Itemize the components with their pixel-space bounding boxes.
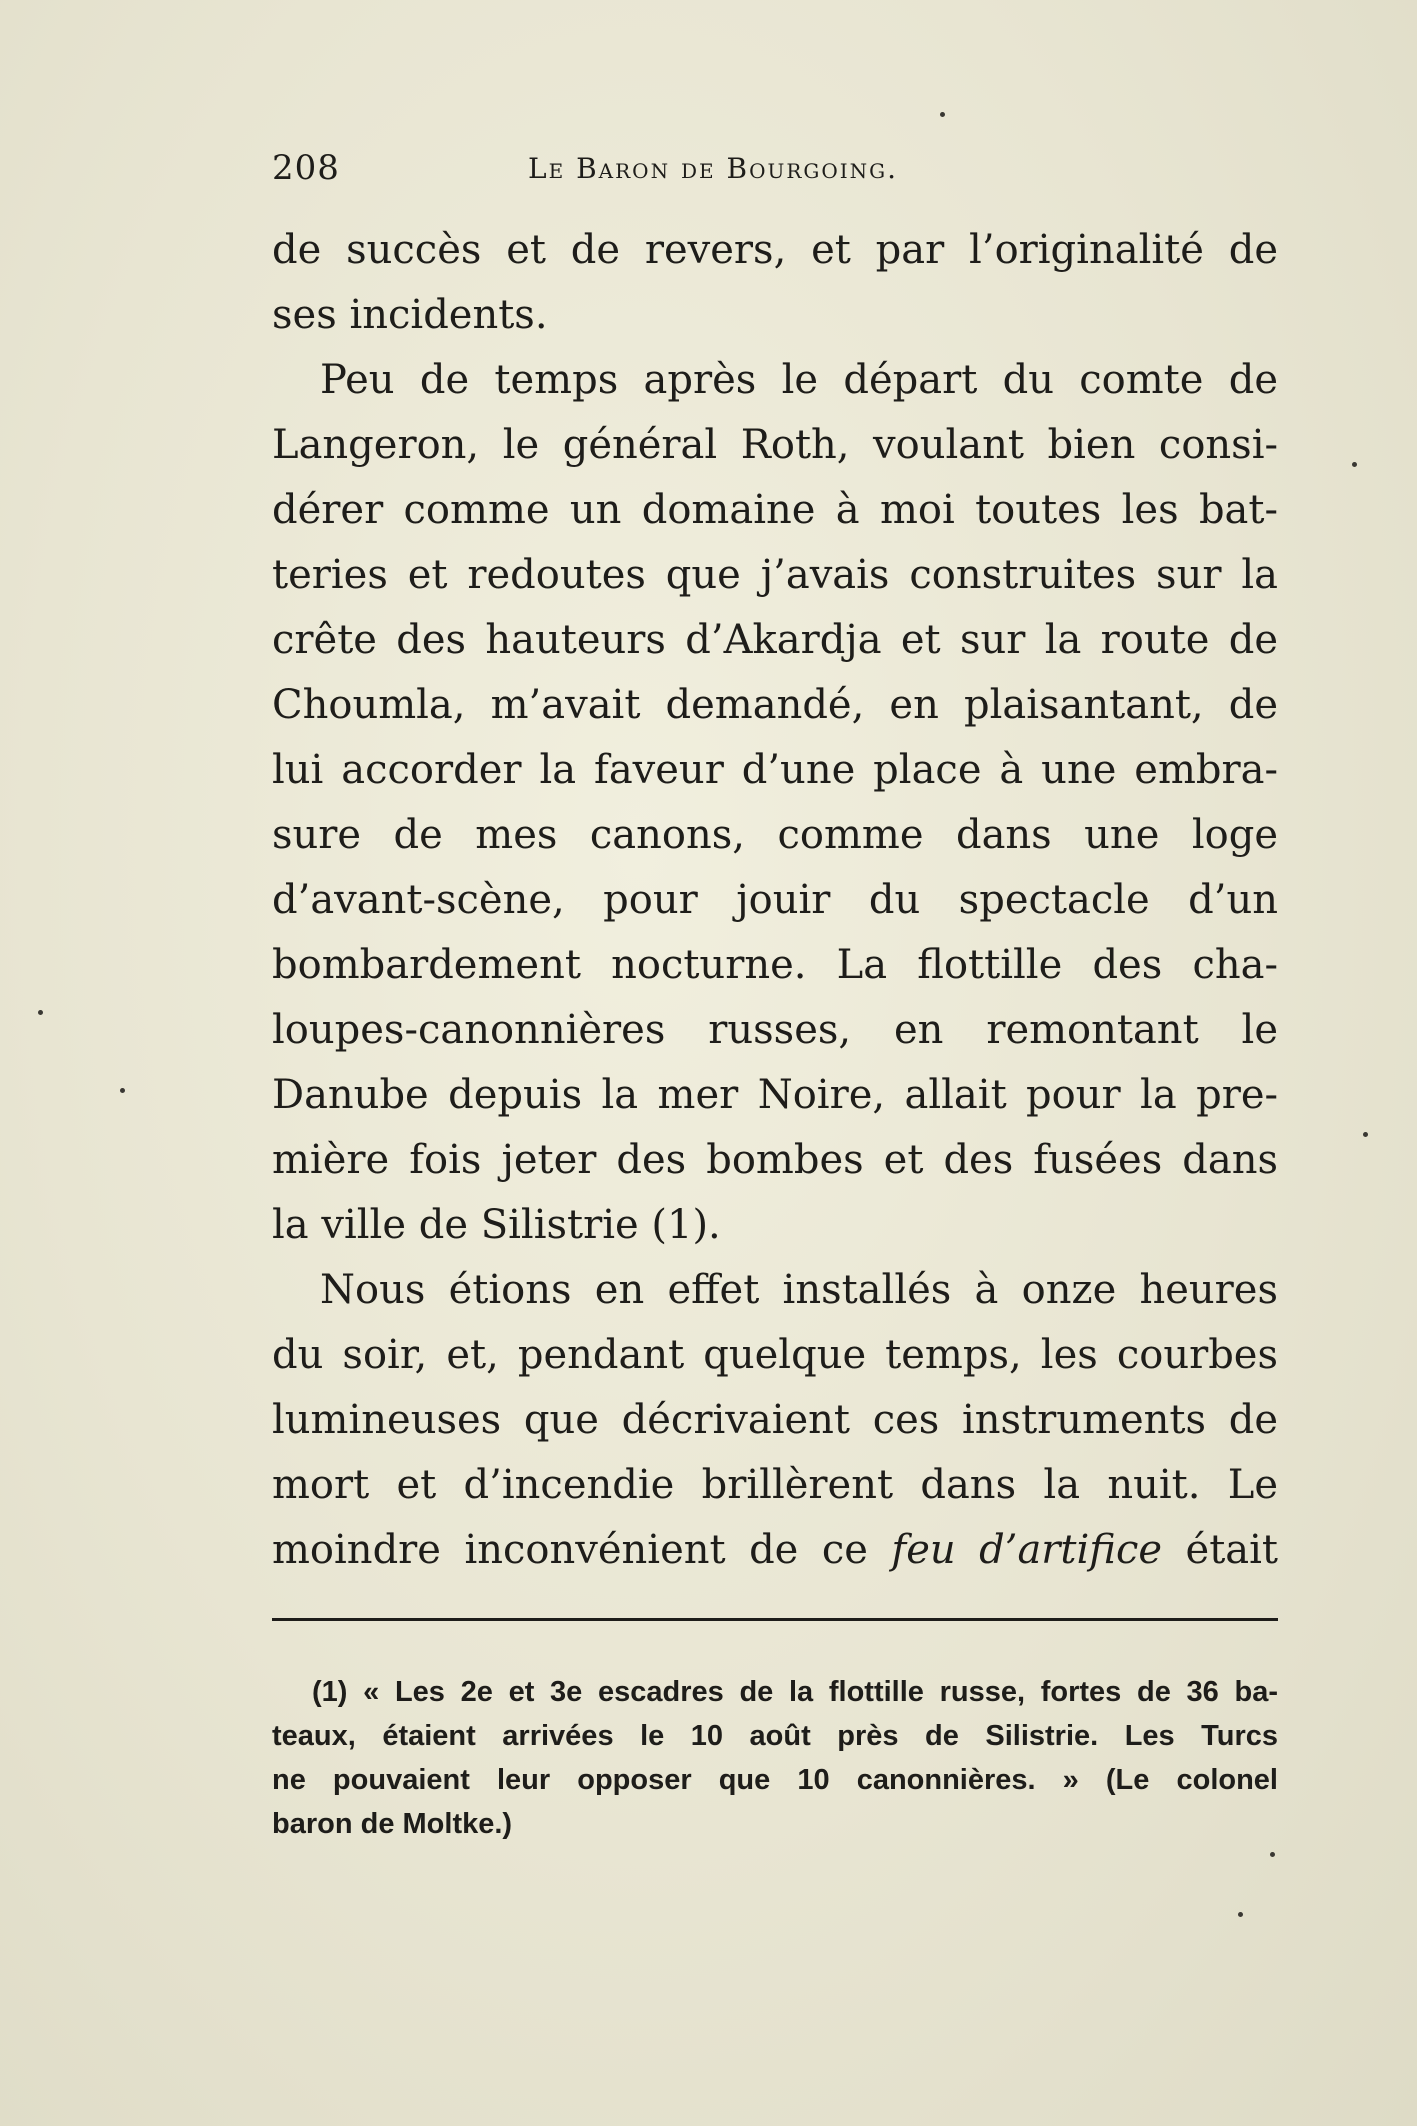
text-segment: moindre inconvénient de ce <box>272 1527 892 1573</box>
text-line <box>272 1518 1278 1583</box>
paper-speck <box>1363 1132 1368 1137</box>
footnote-line: teaux, étaient arrivées le 10 août près de Silistrie. Les Turcs <box>272 1720 1278 1752</box>
text-line: ses incidents. <box>272 292 548 338</box>
running-title: Le Baron de Bourgoing. <box>528 152 899 185</box>
text-line: Choumla, m’avait demandé, en plaisantant, de <box>272 682 1278 728</box>
text-line: crête des hauteurs d’Akardja et sur la route de <box>272 617 1278 663</box>
text-line: d’avant-scène, pour jouir du spectacle d’un <box>272 877 1278 923</box>
footnote <box>272 1670 1278 1846</box>
italic-phrase: feu d’artifice <box>891 1527 1163 1573</box>
paper-speck <box>1270 1852 1275 1857</box>
footnote-line: (1) « Les 2e et 3e escadres de la flottille russe, fortes de 36 ba- <box>312 1676 1278 1708</box>
text-line: mort et d’incendie brillèrent dans la nuit. Le <box>272 1462 1278 1508</box>
text-line: lumineuses que décrivaient ces instruments de <box>272 1397 1278 1443</box>
text-line: Danube depuis la mer Noire, allait pour la pre- <box>272 1072 1278 1118</box>
text-line: de succès et de revers, et par l’originalité de <box>272 227 1278 273</box>
text-line: bombardement nocturne. La flottille des cha- <box>272 942 1278 988</box>
paper-speck <box>1352 462 1357 467</box>
footnote-line: ne pouvaient leur opposer que 10 canonnières. » (Le colonel <box>272 1764 1278 1796</box>
page-number: 208 <box>272 148 340 188</box>
text-line: Nous étions en effet installés à onze heures <box>320 1267 1278 1313</box>
paper-speck <box>120 1088 125 1093</box>
footnote-rule <box>272 1618 1278 1621</box>
text-line: loupes-canonnières russes, en remontant le <box>272 1007 1278 1053</box>
page-header <box>272 148 1278 200</box>
footnote-line: baron de Moltke.) <box>272 1808 513 1840</box>
body-text <box>272 218 1278 1583</box>
text-line: dérer comme un domaine à moi toutes les bat- <box>272 487 1278 533</box>
paper-speck <box>1238 1912 1243 1917</box>
text-line: teries et redoutes que j’avais construites sur la <box>272 552 1278 598</box>
text-line: mière fois jeter des bombes et des fusées dans <box>272 1137 1278 1183</box>
text-line: la ville de Silistrie (1). <box>272 1202 721 1248</box>
text-line: Langeron, le général Roth, voulant bien consi- <box>272 422 1278 468</box>
text-line: Peu de temps après le départ du comte de <box>320 357 1278 403</box>
paper-speck <box>38 1010 43 1015</box>
text-segment: était <box>1162 1527 1278 1573</box>
paper-speck <box>940 112 945 117</box>
text-line: du soir, et, pendant quelque temps, les courbes <box>272 1332 1278 1378</box>
text-line: sure de mes canons, comme dans une loge <box>272 812 1278 858</box>
text-line: lui accorder la faveur d’une place à une embra- <box>272 747 1278 793</box>
